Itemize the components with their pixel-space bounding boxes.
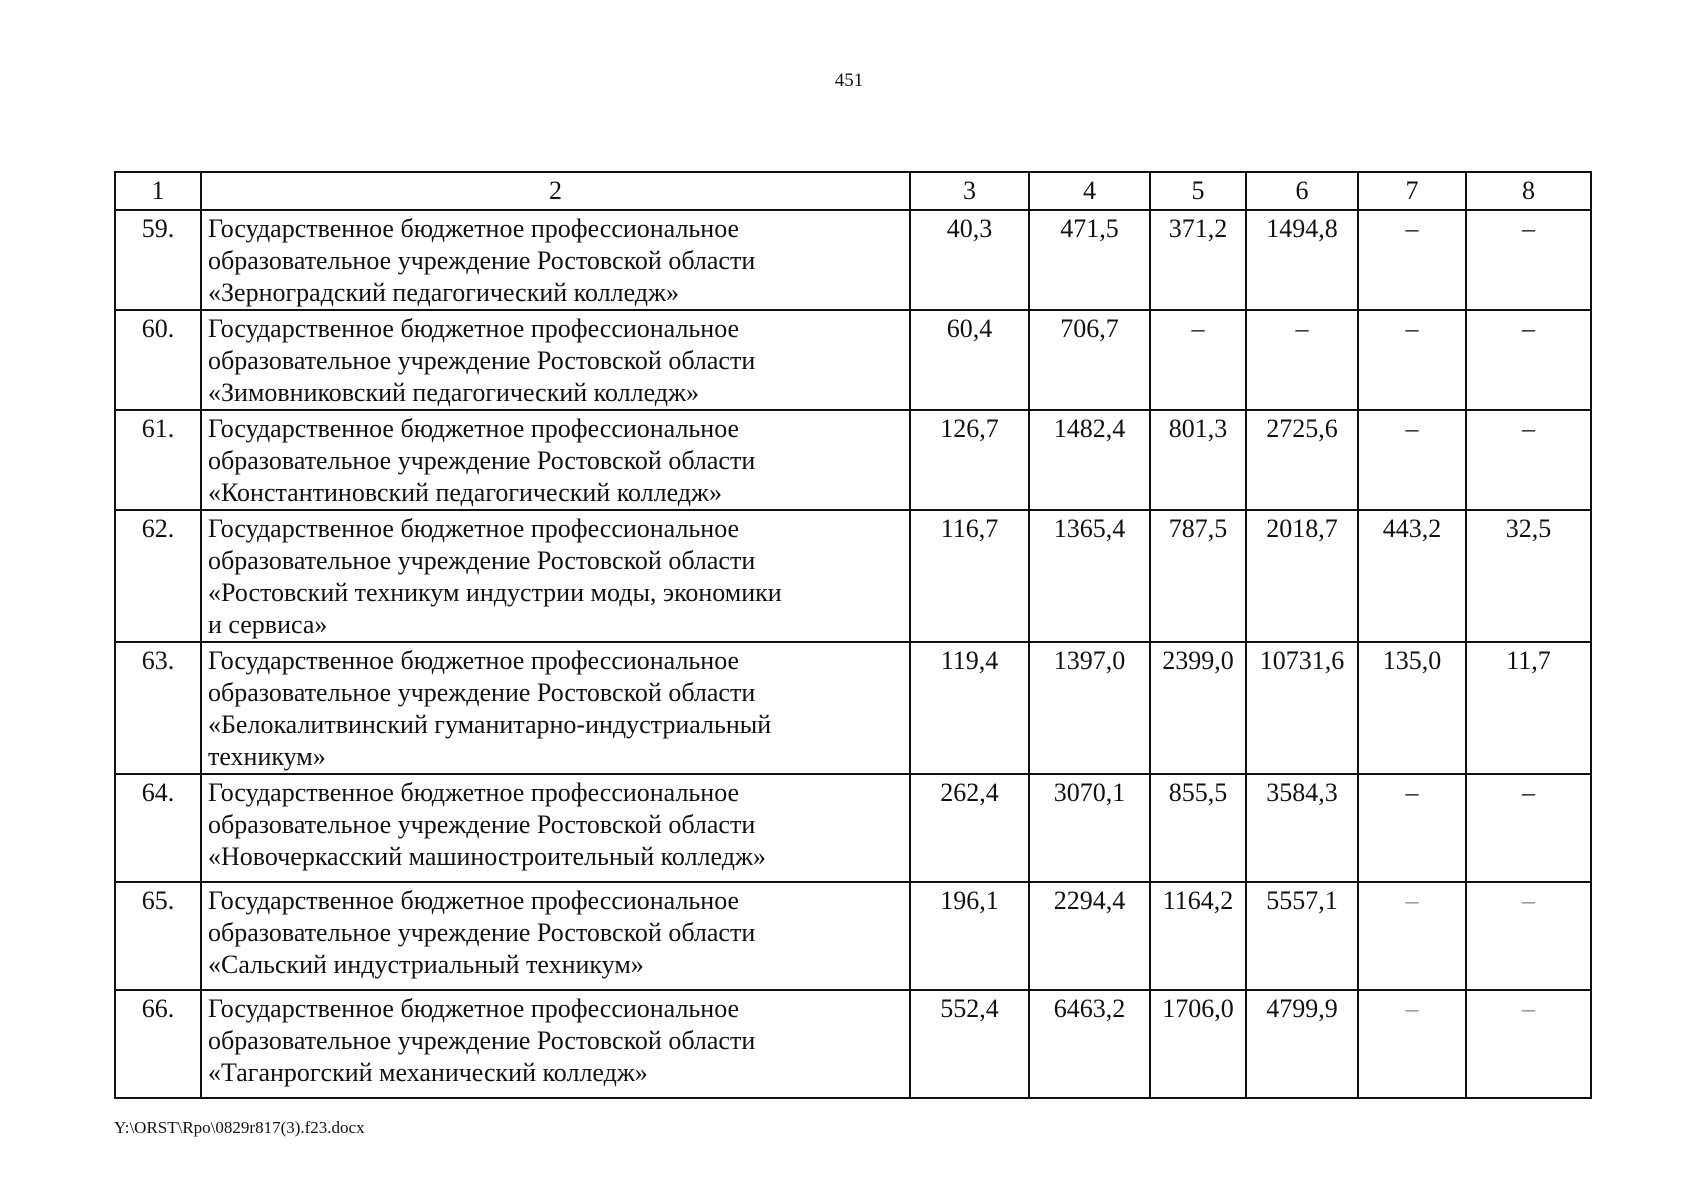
institution-name-line: «Таганрогский механический колледж» [208,1058,648,1087]
institution-name [201,882,910,990]
institution-name-line: Государственное бюджетное профессиональное [208,514,740,543]
row-number: 63. [115,642,201,774]
value-cell-col-6: 3584,3 [1246,774,1358,882]
institution-name-line: «Белокалитвинский гуманитарно-индустриальный [208,710,772,739]
value-cell-col-3: 116,7 [910,510,1029,642]
value-cell-col-7: – [1358,310,1466,410]
value-cell-col-5: 1706,0 [1150,990,1246,1098]
value-cell-col-3: 40,3 [910,210,1029,310]
value-cell-col-3: 196,1 [910,882,1029,990]
table-row [115,882,1591,990]
institution-name-line: «Сальский индустриальный техникум» [208,950,644,979]
institution-name-line: «Зимовниковский педагогический колледж» [208,378,699,407]
institution-name-line: и сервиса» [208,610,328,639]
value-cell-col-4: 3070,1 [1029,774,1150,882]
institution-name-line: «Константиновский педагогический колледж» [208,478,722,507]
value-cell-col-5: 1164,2 [1150,882,1246,990]
page-number: 451 [834,70,864,91]
institution-name-line: Государственное бюджетное профессиональное [208,886,740,915]
institution-name-line: Государственное бюджетное профессиональное [208,214,740,243]
value-cell-col-3: 60,4 [910,310,1029,410]
value-cell-col-4: 706,7 [1029,310,1150,410]
institution-name-line: Государственное бюджетное профессиональное [208,314,740,343]
value-cell-col-4: 1365,4 [1029,510,1150,642]
value-cell-col-6: 1494,8 [1246,210,1358,310]
table-row [115,510,1591,642]
column-header-4: 4 [1029,172,1150,210]
column-header-5: 5 [1150,172,1246,210]
value-cell-col-4: 1397,0 [1029,642,1150,774]
column-header-3: 3 [910,172,1029,210]
row-number: 61. [115,410,201,510]
table-body [115,172,1591,1098]
value-cell-col-6: 2018,7 [1246,510,1358,642]
column-header-6: 6 [1246,172,1358,210]
institution-name-line: Государственное бюджетное профессиональное [208,414,740,443]
table-row [115,310,1591,410]
table-row [115,990,1591,1098]
file-path-footer: Y:\ORST\Rpo\0829r817(3).f23.docx [114,1118,365,1137]
institution-name [201,310,910,410]
institution-name-line: «Ростовский техникум индустрии моды, экономики [208,578,782,607]
value-cell-col-8: – [1466,990,1591,1098]
value-cell-col-7: 135,0 [1358,642,1466,774]
value-cell-col-6: 4799,9 [1246,990,1358,1098]
institution-name [201,210,910,310]
institution-name-line: образовательное учреждение Ростовской области [208,918,756,947]
institution-name-line: образовательное учреждение Ростовской области [208,546,756,575]
value-cell-col-6: – [1246,310,1358,410]
header-row [115,172,1591,210]
value-cell-col-3: 126,7 [910,410,1029,510]
institution-name-line: техникум» [208,742,326,771]
table-row [115,774,1591,882]
institution-name-line: Государственное бюджетное профессиональное [208,994,740,1023]
value-cell-col-8: 11,7 [1466,642,1591,774]
value-cell-col-6: 5557,1 [1246,882,1358,990]
column-header-1: 1 [115,172,201,210]
value-cell-col-5: 801,3 [1150,410,1246,510]
value-cell-col-7: – [1358,990,1466,1098]
value-cell-col-5: – [1150,310,1246,410]
row-number: 59. [115,210,201,310]
value-cell-col-7: – [1358,210,1466,310]
table-row [115,642,1591,774]
institution-name-line: «Зерноградский педагогический колледж» [208,278,679,307]
value-cell-col-6: 10731,6 [1246,642,1358,774]
value-cell-col-8: – [1466,410,1591,510]
value-cell-col-4: 2294,4 [1029,882,1150,990]
institution-name-line: «Новочеркасский машиностроительный колледж» [208,842,766,871]
row-number: 65. [115,882,201,990]
row-number: 62. [115,510,201,642]
table-row [115,210,1591,310]
value-cell-col-8: – [1466,210,1591,310]
institution-name [201,642,910,774]
value-cell-col-5: 371,2 [1150,210,1246,310]
institution-name-line: образовательное учреждение Ростовской области [208,810,756,839]
value-cell-col-3: 119,4 [910,642,1029,774]
institution-name-line: образовательное учреждение Ростовской области [208,446,756,475]
value-cell-col-7: – [1358,882,1466,990]
institution-name [201,410,910,510]
row-number: 64. [115,774,201,882]
value-cell-col-5: 2399,0 [1150,642,1246,774]
institution-name-line: Государственное бюджетное профессиональное [208,778,740,807]
value-cell-col-7: – [1358,410,1466,510]
column-header-2: 2 [201,172,910,210]
value-cell-col-8: – [1466,310,1591,410]
value-cell-col-4: 1482,4 [1029,410,1150,510]
institution-name-line: образовательное учреждение Ростовской области [208,678,756,707]
value-cell-col-5: 787,5 [1150,510,1246,642]
value-cell-col-6: 2725,6 [1246,410,1358,510]
institution-name [201,774,910,882]
column-header-7: 7 [1358,172,1466,210]
value-cell-col-8: – [1466,774,1591,882]
row-number: 60. [115,310,201,410]
data-table [114,171,1592,1099]
value-cell-col-8: 32,5 [1466,510,1591,642]
value-cell-col-4: 471,5 [1029,210,1150,310]
institution-name [201,990,910,1098]
institution-name-line: образовательное учреждение Ростовской области [208,246,756,275]
value-cell-col-3: 262,4 [910,774,1029,882]
value-cell-col-7: – [1358,774,1466,882]
value-cell-col-8: – [1466,882,1591,990]
value-cell-col-5: 855,5 [1150,774,1246,882]
table-row [115,410,1591,510]
value-cell-col-4: 6463,2 [1029,990,1150,1098]
value-cell-col-7: 443,2 [1358,510,1466,642]
institution-name-line: образовательное учреждение Ростовской области [208,1026,756,1055]
value-cell-col-3: 552,4 [910,990,1029,1098]
institution-name [201,510,910,642]
row-number: 66. [115,990,201,1098]
institution-name-line: Государственное бюджетное профессиональное [208,646,740,675]
institution-name-line: образовательное учреждение Ростовской области [208,346,756,375]
column-header-8: 8 [1466,172,1591,210]
